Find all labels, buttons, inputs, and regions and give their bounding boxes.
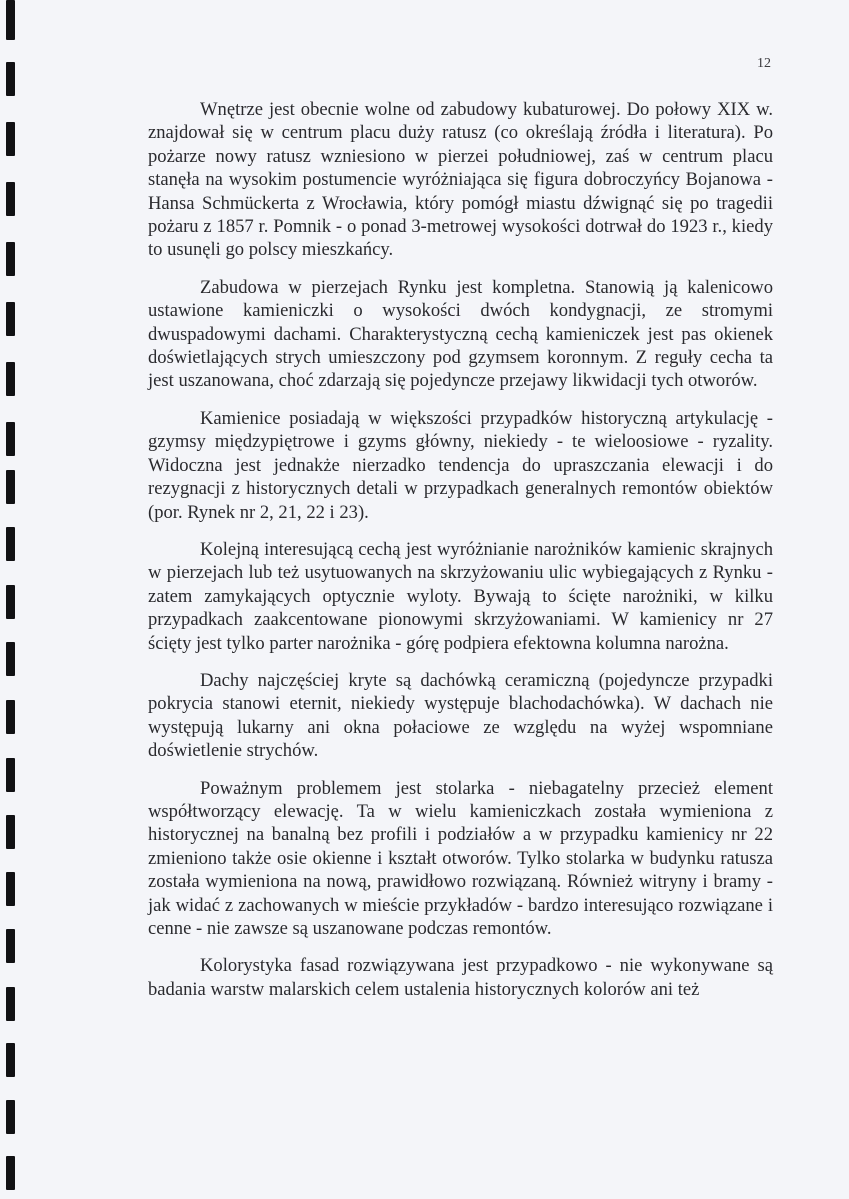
- paragraph: Kolorystyka fasad rozwiązywana jest przypadkowo - nie wykonywane są badania warstw malarskich celem ustalenia historycznych kolorów ani też: [148, 955, 773, 1000]
- binding-hole: [6, 987, 15, 1021]
- binding-hole: [6, 122, 15, 156]
- binding-hole: [6, 0, 15, 40]
- binding-hole: [6, 1156, 15, 1190]
- paragraph: Kolejną interesującą cechą jest wyróżnianie narożników kamienic skrajnych w pierzejach lub też usytuowanych na skrzyżowaniu ulic wybiegających z Rynku - zatem zamykających optycznie wyloty. Bywają to ścięte narożniki, w kilku przypadkach zaakcentowane pionowymi skrzyżowaniami. W kamienicy nr 27 ścięty jest tylko parter narożnika - górę podpiera efektowna kolumna narożna.: [148, 538, 773, 654]
- binding-hole: [6, 1043, 15, 1077]
- binding-holes: [6, 0, 20, 1199]
- binding-hole: [6, 642, 15, 676]
- binding-hole: [6, 700, 15, 734]
- page-number: 12: [757, 56, 771, 71]
- binding-hole: [6, 242, 15, 276]
- paragraph: Poważnym problemem jest stolarka - niebagatelny przecież element współtworzący elewację. Ta w wielu kamieniczkach została wymieniona z historycznej na banalną bez profili i podziałów a w przypadku kamienicy nr 22 zmieniono także osie okienne i kształt otworów. Tylko stolarka w budynku ratusza została wymieniona na nową, prawidłowo rozwiązaną. Również witryny i bramy - jak widać z zachowanych w mieście przykładów - bardzo interesująco rozwiązane i cenne - nie zawsze są uszanowane podczas remontów.: [148, 777, 773, 939]
- binding-hole: [6, 302, 15, 336]
- binding-hole: [6, 182, 15, 216]
- binding-hole: [6, 758, 15, 792]
- paragraph: Kamienice posiadają w większości przypadków historyczną artykulację - gzymsy międzypiętrowe i gzyms główny, niekiedy - te wieloosiowe - ryzality. Widoczna jest jednakże nierzadko tendencja do upraszczania elewacji i do rezygnacji z historycznych detali w przypadkach generalnych remontów obiektów (por. Rynek nr 2, 21, 22 i 23).: [148, 407, 773, 523]
- binding-hole: [6, 362, 15, 396]
- binding-hole: [6, 422, 15, 456]
- binding-hole: [6, 470, 15, 504]
- binding-hole: [6, 527, 15, 561]
- binding-hole: [6, 585, 15, 619]
- binding-hole: [6, 1100, 15, 1134]
- paragraph: Zabudowa w pierzejach Rynku jest kompletna. Stanowią ją kalenicowo ustawione kamieniczki o wysokości dwóch kondygnacji, ze stromymi dwuspadowymi dachami. Charakterystyczną cechą kamieniczek jest pas okienek doświetlających strych umieszczony pod gzymsem koronnym. Z reguły cecha ta jest uszanowana, choć zdarzają się pojedyncze przejawy likwidacji tych otworów.: [148, 276, 773, 392]
- binding-hole: [6, 929, 15, 963]
- paragraph: Wnętrze jest obecnie wolne od zabudowy kubaturowej. Do połowy XIX w. znajdował się w centrum placu duży ratusz (co określają źródła i literatura). Po pożarze nowy ratusz wzniesiono w pierzei południowej, zaś w centrum placu stanęła na wysokim postumencie wyróżniająca się figura dobroczyńcy Bojanowa - Hansa Schmückerta z Wrocławia, który pomógł miastu dźwignąć się po tragedii pożaru z 1857 r. Pomnik - o ponad 3-metrowej wysokości dotrwał do 1923 r., kiedy to usunęli go polscy mieszkańcy.: [148, 99, 773, 261]
- binding-hole: [6, 872, 15, 906]
- binding-hole: [6, 815, 15, 849]
- body-text: [148, 98, 773, 1015]
- binding-hole: [6, 62, 15, 96]
- paragraph: Dachy najczęściej kryte są dachówką ceramiczną (pojedyncze przypadki pokrycia stanowi eternit, niekiedy występuje blachodachówka). W dachach nie występują lukarny ani okna połaciowe ze względu na wyżej wspomniane doświetlenie strychów.: [148, 669, 773, 762]
